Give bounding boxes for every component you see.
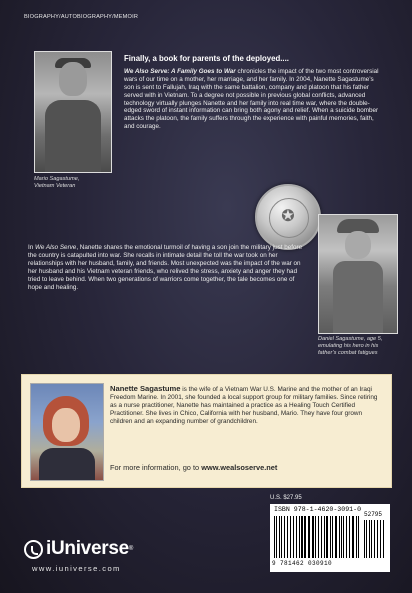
- author-face: [52, 408, 80, 442]
- barcode-bar: [293, 516, 294, 558]
- second-prefix: In: [28, 244, 36, 251]
- daniel-caption-line2: emulating his hero in his: [318, 343, 379, 349]
- website-link[interactable]: www.wealsoserve.net: [201, 463, 278, 472]
- barcode-bar: [383, 520, 384, 558]
- trademark-symbol: ®: [128, 546, 134, 552]
- barcode-bar: [332, 516, 333, 558]
- more-info: [110, 463, 277, 472]
- genre-label: BIOGRAPHY/AUTOBIOGRAPHY/MEMOIR: [24, 14, 139, 20]
- intro-book-title: We Also Serve: A Family Goes to War: [124, 67, 236, 75]
- barcode-bar: [279, 516, 280, 558]
- barcode-bar: [284, 516, 285, 558]
- barcode-bar: [377, 520, 378, 558]
- barcode-bar: [369, 520, 370, 558]
- daniel-caption-line3: father’s combat fatigues: [318, 350, 378, 356]
- publisher-url: www.iuniverse.com: [32, 564, 121, 573]
- iuniverse-logo-icon: [24, 540, 43, 559]
- description-block: [124, 55, 382, 131]
- publisher-name: iUniverse: [46, 538, 129, 559]
- price-code: 52795: [364, 511, 383, 518]
- author-bio-text: is the wife of a Vietnam War U.S. Marine and the mother of an Iraqi Freedom Marine. In 2001, she founded a local support group for military families. Since retiring as a nurse practitioner, Nanette has maintained a practice as a Healing Touch Certified Practitioner. She lives in Chico, California with her husband, Mario. They have four grown children and an expanding number of grandchildren.: [110, 386, 378, 426]
- barcode-bar: [349, 516, 350, 558]
- barcode-bar: [335, 516, 337, 558]
- daniel-photo: [318, 214, 398, 334]
- headline: Finally, a book for parents of the deployed....: [124, 54, 289, 63]
- barcode-bar: [308, 516, 310, 558]
- isbn-label: ISBN 978-1-4620-3091-0: [274, 506, 362, 513]
- barcode-bar: [274, 516, 275, 558]
- second-text: , Nanette shares the emotional turmoil of having a son join the military just before the country is catapulted into war. She recalls in intimate detail the toll the war took on her relationships with her husband, family, and friends. Most unexpected was the impact of the war on her husband and his Vietnam veteran friends, who relived the stress, anxiety and anger they had tried to leave behind. When two generations of warriors come together, the tale becomes one of hope and healing.: [28, 244, 303, 291]
- eagle-globe-anchor-icon: ✪: [281, 208, 295, 225]
- boy-face: [345, 231, 371, 259]
- barcode-bar: [326, 516, 328, 558]
- barcode-bar: [287, 516, 288, 558]
- barcode-bar: [358, 516, 359, 558]
- barcode-bar: [304, 516, 306, 558]
- author-name: Nanette Sagastume: [110, 384, 181, 393]
- usmc-coin: [255, 184, 321, 250]
- more-info-prefix: For more information, go to: [110, 463, 202, 472]
- intro-paragraph: [124, 68, 382, 131]
- mario-photo: [34, 51, 112, 173]
- mario-caption: [34, 176, 79, 190]
- barcode-bar: [301, 516, 303, 558]
- boy-body: [333, 261, 383, 333]
- barcode-bar: [330, 516, 331, 558]
- author-box: [21, 374, 392, 488]
- barcode-bar: [380, 520, 381, 558]
- barcode-bar: [371, 520, 372, 558]
- barcode-bar: [324, 516, 325, 558]
- daniel-caption: [318, 336, 410, 357]
- barcode-bar: [352, 516, 354, 558]
- mario-caption-line2: Vietnam Veteran: [34, 183, 76, 189]
- barcode-bar: [321, 516, 322, 558]
- barcode-bar: [364, 520, 365, 558]
- barcode-bar: [356, 516, 357, 558]
- barcode-bar: [276, 516, 277, 558]
- publisher-logo: [24, 538, 133, 560]
- barcode-bar: [296, 516, 297, 558]
- mario-caption-line1: Mario Sagastume,: [34, 176, 80, 182]
- author-photo: [30, 383, 104, 481]
- barcode-bar: [312, 516, 314, 558]
- barcode-bar: [315, 516, 316, 558]
- second-paragraph: [28, 244, 306, 291]
- author-shirt: [39, 448, 95, 480]
- barcode: [270, 504, 390, 572]
- barcode-addon-bars: [364, 520, 386, 558]
- barcode-bar: [366, 520, 367, 558]
- barcode-bar: [374, 520, 375, 558]
- barcode-bar: [343, 516, 344, 558]
- price-label: U.S. $27.95: [270, 495, 302, 501]
- barcode-bar: [290, 516, 291, 558]
- barcode-bar: [339, 516, 341, 558]
- intro-text: chronicles the impact of the two most controversial wars of our time on a mother, her marriage, and her family. In 2004, Nanette Sagastume’s son is sent to Fallujah, Iraq with the same battalion, company and platoon that his father served with in Vietnam. To a degree not possible in previous global conflicts, advanced technology virtually plunges Nanette and her family into real time war, where the double-edged sword of instant information can bring both agony and relief. When a suicide bomber attacks the platoon, the family suffers through the experience with painful memories, faith, and courage.: [124, 67, 379, 131]
- second-book-title: We Also Serve: [35, 244, 77, 251]
- barcode-bar: [318, 516, 319, 558]
- author-bio: [110, 385, 385, 426]
- barcode-digits: 9 781462 030910: [272, 560, 333, 567]
- daniel-caption-line1: Daniel Sagastume, age 5,: [318, 336, 383, 342]
- barcode-bar: [281, 516, 282, 558]
- barcode-bars: [274, 516, 360, 558]
- barcode-bar: [299, 516, 301, 558]
- mario-head: [59, 62, 87, 96]
- mario-body: [45, 100, 101, 172]
- barcode-bar: [346, 516, 347, 558]
- barcode-bar: [341, 516, 342, 558]
